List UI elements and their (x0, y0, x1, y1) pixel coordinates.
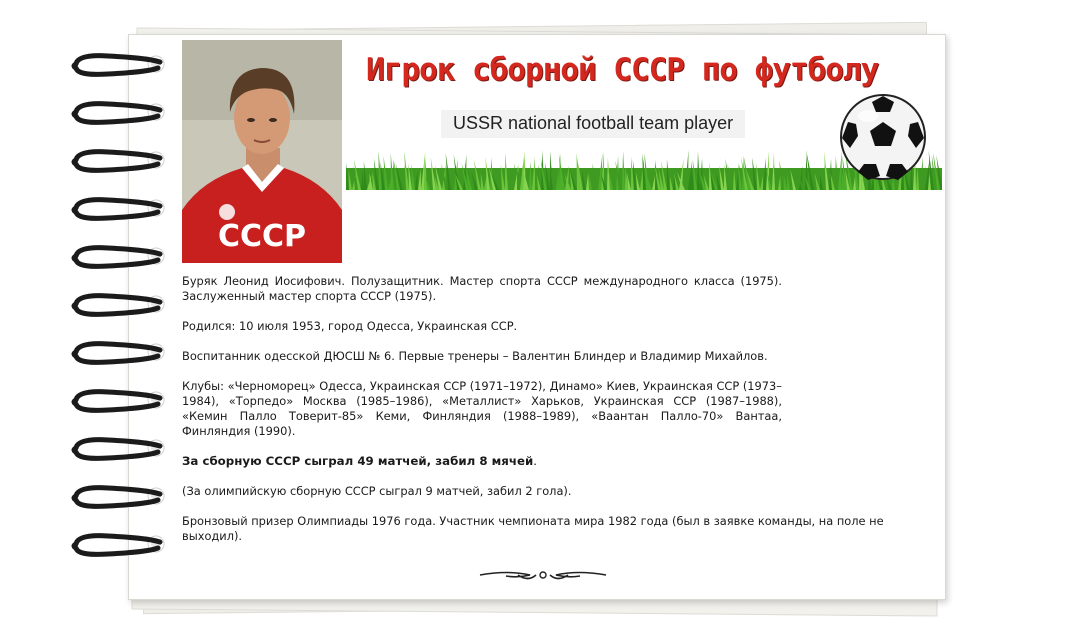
bio-stats-paragraph (182, 454, 782, 469)
bio-paragraph: Клубы: «Черноморец» Одесса, Украинская ССР (1971–1972), Динамо» Киев, Украинская ССР (1973–1984), «Торпедо» Москва (1985–1986), «Металлист» Харьков, Украинская ССР (1987–1988), «Кемин Палло Товерит-85» Кеми, Финляндия (1988–1989), «Ваантан Палло-70» Вантаа, Финляндия (1990). (182, 379, 782, 438)
spiral-binding (68, 50, 178, 590)
page-subtitle: USSR national football team player (441, 110, 745, 138)
spiral-ring (68, 50, 168, 80)
divider-ornament (478, 566, 608, 584)
page-title: Игрок сборной СССР по футболу (366, 52, 879, 88)
spiral-ring (68, 482, 168, 512)
football-icon (838, 92, 928, 182)
biography-text (182, 274, 884, 559)
shirt-text: СССР (217, 219, 307, 254)
spiral-ring (68, 98, 168, 128)
player-photo (182, 40, 342, 263)
spiral-ring (68, 434, 168, 464)
spiral-ring (68, 530, 168, 560)
bio-paragraph: Буряк Леонид Иосифович. Полузащитник. Мастер спорта СССР международного класса (1975). Заслуженный мастер спорта СССР (1975). (182, 274, 782, 303)
spiral-ring (68, 290, 168, 320)
spiral-ring (68, 338, 168, 368)
spiral-ring (68, 386, 168, 416)
bio-paragraph: Родился: 10 июля 1953, город Одесса, Украинская ССР. (182, 319, 518, 333)
national-team-stats: За сборную СССР сыграл 49 матчей, забил 8 мячей (182, 454, 534, 468)
bio-paragraph: Воспитанник одесской ДЮСШ № 6. Первые тренеры – Валентин Блиндер и Владимир Михайлов. (182, 349, 768, 363)
bio-paragraph: Бронзовый призер Олимпиады 1976 года. Участник чемпионата мира 1982 года (был в заявке команды, на поле не выходил). (182, 514, 884, 543)
spiral-ring (68, 194, 168, 224)
bio-paragraph: (За олимпийскую сборную СССР сыграл 9 матчей, забил 2 гола). (182, 484, 572, 498)
spiral-ring (68, 146, 168, 176)
stats-period: . (533, 454, 537, 468)
spiral-ring (68, 242, 168, 272)
